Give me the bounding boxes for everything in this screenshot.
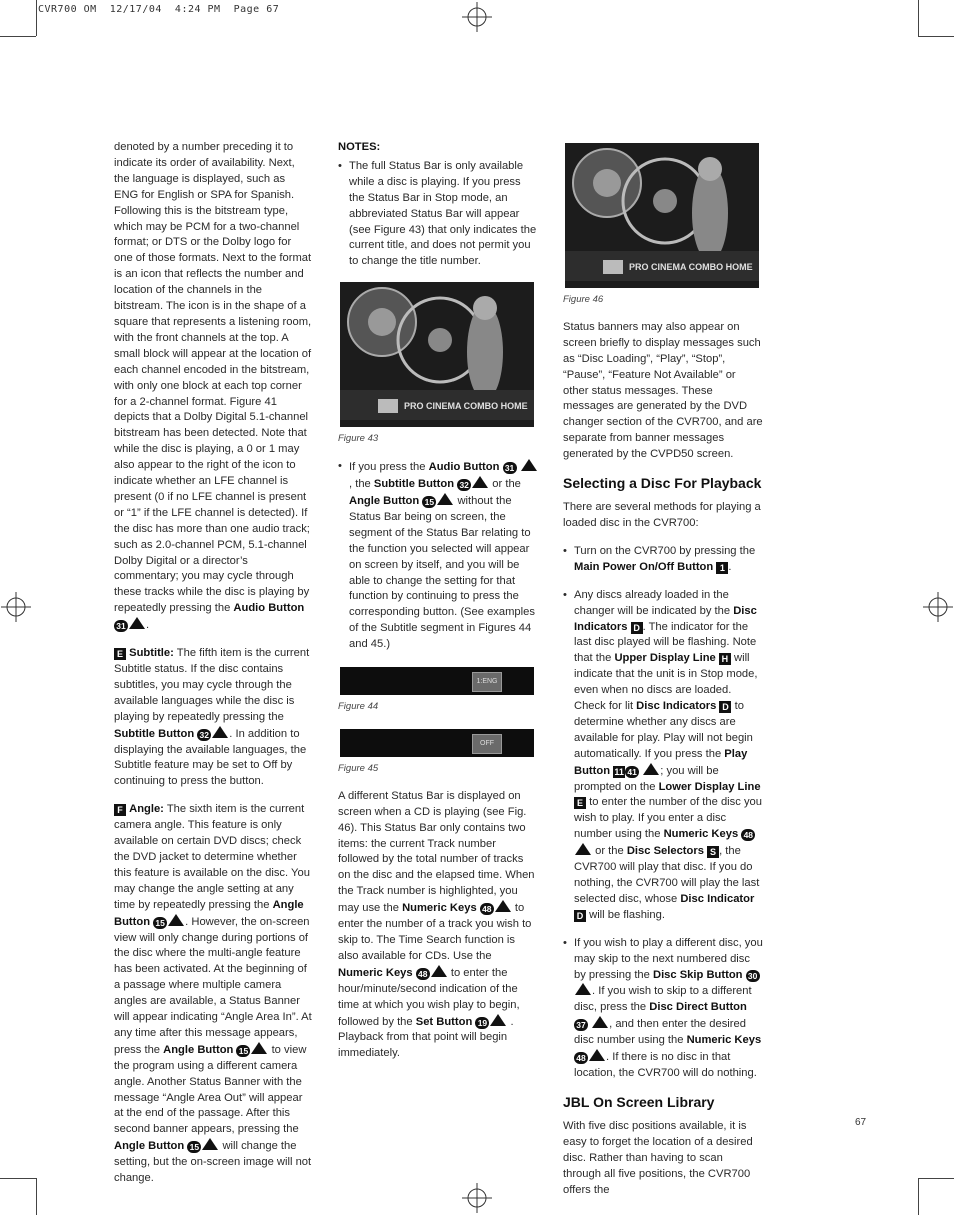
crop-mark: [918, 36, 954, 37]
column-1: [114, 140, 312, 1199]
column-3: [563, 143, 763, 1210]
notes-heading: NOTES:: [338, 141, 381, 153]
figure-46-image: [565, 143, 759, 288]
registration-mark-icon: [1, 592, 31, 622]
paragraph: There are several methods for playing a loaded disc in the CVR700:: [563, 501, 761, 529]
paragraph: denoted by a number preceding it to indicate its order of availability. Next, the language is displayed, such as ENG for English or SPA for Spanish. Following this is the bitstream type, which may be PCM for a two-channel format; or DTS or the Dolby logo for one of those formats. Next to the format is an icon that reflects the number and location of the channels in the bitstream. The icon is in the shape of a square that represents a listening room, with the front channels at the top. A small block will appear at the location of each channel encoded in the bitstream, with only one block at each top corner for a 2-channel format. Figure 41 depicts that a Dolby Digital 5.1-channel bitstream has been detected. Note that while the disc is playing, a 0 or 1 may also appear to the right of the icon to indicate whether an LFE channel is present (0 if no LFE channel is present or “1” if the LFE channel is detected). If the disc has more than one audio track; such as 2.0-channel PCM, 5.1-channel Dolby Digital or a director’s commentary; you may cycle through these tracks while the disc is playing by repeatedly pressing the Audio Button 31 .: [114, 141, 312, 632]
figure-43-banner: PRO CINEMA COMBO HOME: [404, 401, 528, 412]
column-2: [338, 140, 538, 1074]
print-header: CVR700 OM 12/17/04 4:24 PM Page 67: [38, 4, 280, 15]
figure-45-image: [340, 729, 534, 757]
figure-44-image: [340, 667, 534, 695]
paragraph: Status banners may also appear on screen briefly to display messages such as “Disc Loading”, “Play”, “Stop”, “Pause”, “Feature Not Available” or other status messages. These messages are generated by the DVD changer section of the CVR700, and are separate from banner messages generated by the CVPD50 screen.: [563, 320, 763, 461]
figure-44-caption: Figure 44: [338, 701, 379, 713]
registration-mark-icon: [923, 592, 953, 622]
figure-43-caption: Figure 43: [338, 433, 379, 445]
bullet-power: • Turn on the CVR700 by pressing the Main Power On/Off Button 1 .: [563, 544, 763, 576]
subtitle-paragraph: E Subtitle: The fifth item is the current Subtitle status. If the disc contains subtitles, you may cycle through the available languages while the disc is playing by repeatedly pressing the Subtitle Button 32 . In addition to displaying the available languages, the Subtitle feature may be set to Off by continuing to press the button.: [114, 647, 310, 788]
crop-mark: [36, 0, 37, 36]
bullet-disc-indicators: • Any discs already loaded in the changer will be indicated by the Disc Indicators D . The indicator for the last disc played will be flashing. Note that the Upper Display Line H will indicate that the unit is in Stop mode, even when no discs are loaded. Check for lit Disc Indicators D to determine whether any discs are available for play. Play will not begin automatically. If you press the Play Button 11 41 ; you will be prompted on the Lower Display Line E to enter the number of the disc you wish to play. If you enter a disc number using the Numeric Keys 48 or the Disc Selectors S , the CVR700 will play that disc. If you do nothing, the CVR700 will play the last selected disc, whose Disc Indicator D will be flashing.: [563, 588, 763, 924]
paragraph: With five disc positions available, it is easy to forget the location of a desired disc. Rather than having to scan through all five positions, the CVR700 offers the: [563, 1119, 753, 1196]
page-number: 67: [855, 1117, 867, 1128]
crop-mark: [918, 1178, 954, 1179]
bullet-status-bar: • If you press the Audio Button 31 , the Subtitle Button 32 or the Angle Button 15 without the Status Bar being on screen, the segment of the Status Bar relating to the function you selected will appear on screen by itself, and you will be able to change the setting for that function by continuing to press the corresponding button. (See examples of the Subtitle segment in Figures 44 and 45.): [338, 459, 538, 653]
bullet-disc-skip: • If you wish to play a different disc, you may skip to the next numbered disc by pressing the Disc Skip Button 30 . If you wish to skip to a different disc, press the Disc Direct Button 37 , and then enter the desired disc number using the Numeric Keys 48 . If there is no disc in that location, the CVR700 will do nothing.: [563, 936, 763, 1082]
figure-45-caption: Figure 45: [338, 762, 379, 774]
registration-mark-icon: [462, 1183, 492, 1213]
angle-paragraph: F Angle: The sixth item is the current camera angle. This feature is only available on certain DVD discs; check the DVD jacket to determine whether this feature is available on the disc. You may change the angle setting at any time by repeatedly pressing the Angle Button 15 . However, the on-screen view will only change during portions of the disc where the multi-angle feature has been activated. At the beginning of a passage where multiple camera angles are available, a Status Banner will appear indicating “Angle Area In”. At any time after this message appears, press the Angle Button 15 to view the program using a different camera angle. Another Status Banner with the message “Angle Area Out” will appear at the end of the passage. After this second banner appears, pressing the Angle Button 15 will change the setting, but the on-screen image will not change.: [114, 803, 312, 1185]
figure-46-caption: Figure 46: [563, 294, 604, 305]
registration-mark-icon: [462, 2, 492, 32]
crop-mark: [918, 0, 919, 36]
crop-mark: [0, 36, 36, 37]
figure-46-banner: PRO CINEMA COMBO HOME: [629, 262, 753, 272]
section-heading-selecting-disc: Selecting a Disc For Playback: [563, 475, 762, 492]
section-heading-jbl-library: JBL On Screen Library: [563, 1093, 715, 1110]
crop-mark: [36, 1178, 37, 1215]
figure-43-image: [340, 282, 534, 427]
crop-mark: [918, 1178, 919, 1215]
paragraph: A different Status Bar is displayed on screen when a CD is playing (see Fig. 46). This Status Bar only contains two items: the current Track number followed by the total number of tracks on the disc and the elapsed time. When the Track number is highlighted, you may use the Numeric Keys 48 to enter the number of a track you wish to skip to. The Time Search function is also available for CDs. Use the Numeric Keys 48 to enter the hour/minute/second indication of the time at which you wish play to begin, followed by the Set Button 19 . Playback from that point will begin immediately.: [338, 789, 535, 1060]
figure-44-box: 1:ENG: [472, 672, 502, 692]
note-item: • The full Status Bar is only available while a disc is playing. If you press the Status Bar in Stop mode, an abbreviated Status Bar will appear (see Figure 43) that only indicates the current title, and does not permit you to change the title number.: [338, 159, 538, 270]
crop-mark: [0, 1178, 36, 1179]
figure-45-box: OFF: [472, 734, 502, 754]
